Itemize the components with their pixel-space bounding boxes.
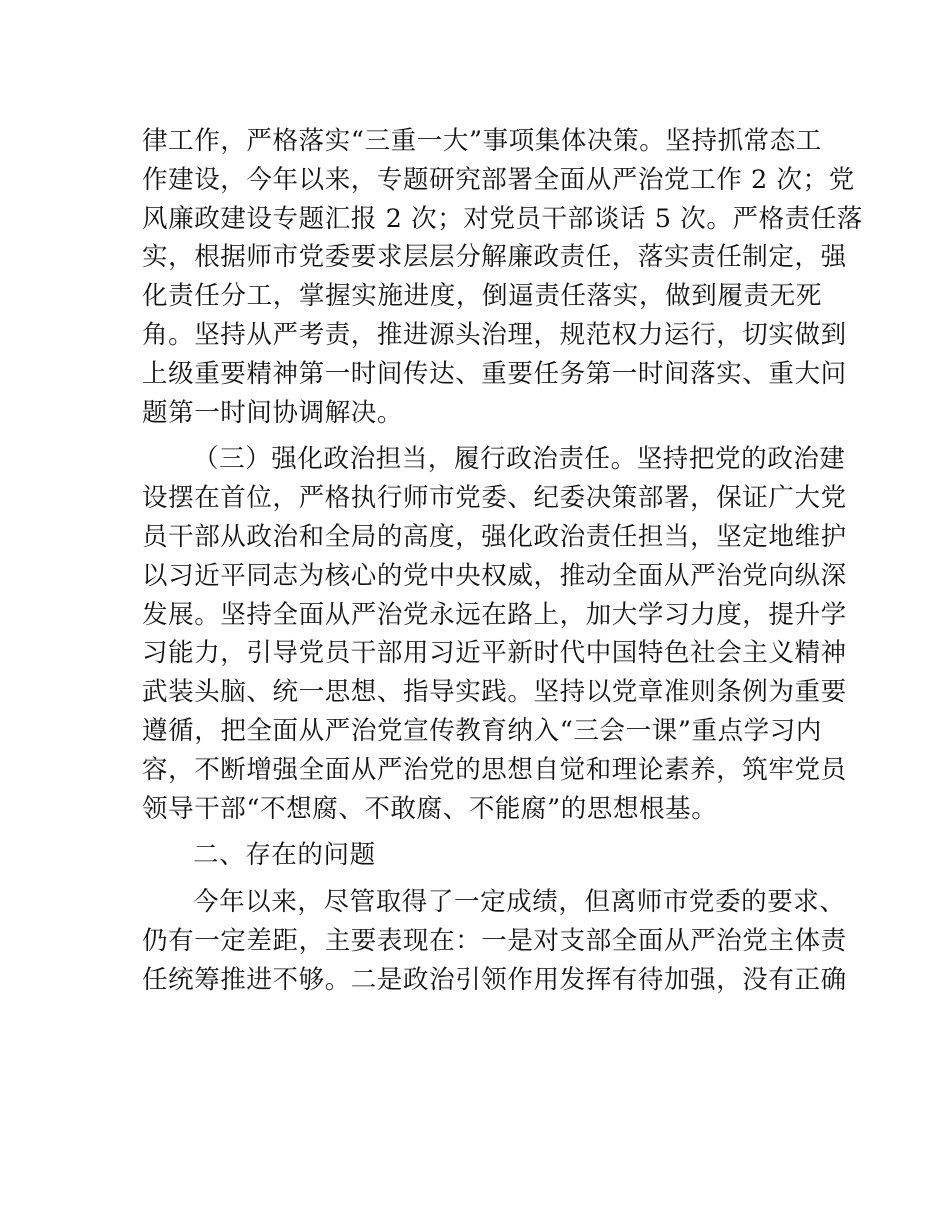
- text-line: （三）强化政治担当，履行政治责任。坚持把党的政治建: [193, 444, 846, 475]
- section-heading-problems: [142, 836, 822, 875]
- section-heading: 二、存在的问题: [193, 840, 376, 871]
- document-body: [142, 122, 863, 1008]
- text-line: 设摆在首位，严格执行师市党委、纪委决策部署，保证广大党: [142, 483, 847, 514]
- text-line: 化责任分工，掌握实施进度，倒逼责任落实，做到履责无死: [142, 281, 822, 312]
- text-line: 今年以来，尽管取得了一定成绩，但离师市党委的要求、: [193, 887, 846, 918]
- text-line: 风廉政建设专题汇报 2 次；对党员干部谈话 5 次。严格责任落: [142, 203, 863, 234]
- text-line: 角。坚持从严考责，推进源头治理，规范权力运行，切实做到: [142, 319, 847, 350]
- text-line: 上级重要精神第一时间传达、重要任务第一时间落实、重大问: [142, 358, 847, 389]
- paragraph-problems: [142, 883, 847, 999]
- text-line: 题第一时间协调解决。: [142, 397, 404, 428]
- text-line: 以习近平同志为核心的党中央权威，推动全面从严治党向纵深: [142, 560, 847, 591]
- paragraph-responsibility: [142, 122, 863, 432]
- text-line: 发展。坚持全面从严治党永远在路上，加大学习力度，提升学: [142, 599, 847, 630]
- text-line: 实，根据师市党委要求层层分解廉政责任，落实责任制定，强: [142, 242, 847, 273]
- text-line: 武装头脑、统一思想、指导实践。坚持以党章准则条例为重要: [142, 677, 847, 708]
- text-line: 容，不断增强全面从严治党的思想自觉和理论素养，筑牢党员: [142, 754, 847, 785]
- text-line: 律工作，严格落实“三重一大”事项集体决策。坚持抓常态工: [142, 126, 822, 156]
- text-line: 作建设，今年以来，专题研究部署全面从严治党工作 2 次；党: [142, 164, 855, 195]
- text-line: 任统筹推进不够。二是政治引领作用发挥有待加强，没有正确: [142, 964, 847, 995]
- text-line: 仍有一定差距，主要表现在：一是对支部全面从严治党主体责: [142, 925, 847, 956]
- text-line: 员干部从政治和全局的高度，强化政治责任担当，坚定地维护: [142, 521, 847, 552]
- text-line: 习能力，引导党员干部用习近平新时代中国特色社会主义精神: [142, 638, 847, 669]
- text-line: 领导干部“不想腐、不敢腐、不能腐”的思想根基。: [142, 793, 718, 824]
- paragraph-political-duty: [142, 440, 847, 828]
- text-line: 遵循，把全面从严治党宣传教育纳入“三会一课”重点学习内: [142, 715, 822, 746]
